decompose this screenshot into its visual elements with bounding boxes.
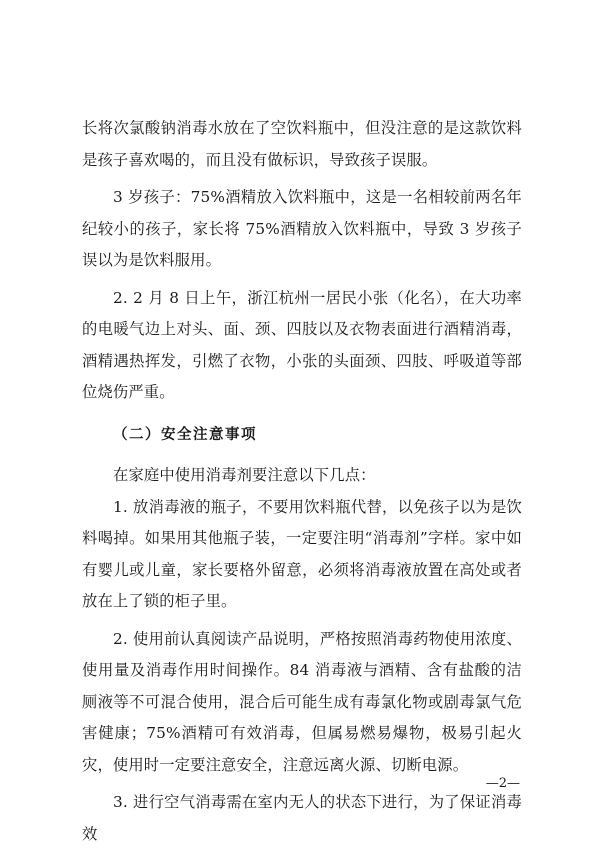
document-body: [82, 113, 522, 850]
list-item-point-3: 3. 进行空气消毒需在室内无人的状态下进行，为了保证消毒效: [82, 793, 522, 843]
page-number: —2—: [485, 776, 520, 791]
paragraph-continued: 长将次氯酸钠消毒水放在了空饮料瓶中，但没注意的是这款饮料是孩子喜欢喝的，而且没有做标识，导致孩子误服。: [82, 119, 522, 169]
paragraph-case-hangzhou: 2. 2 月 8 日上午，浙江杭州一居民小张（化名），在大功率的电暖气边上对头、面、颈、四肢以及衣物表面进行酒精消毒，酒精遇热挥发，引燃了衣物，小张的头面颈、四肢、呼吸道等部位烧伤严重。: [82, 288, 522, 401]
list-item-point-2: 2. 使用前认真阅读产品说明，严格按照消毒药物使用浓度、使用量及消毒作用时间操作。84 消毒液与酒精、含有盐酸的洁厕液等不可混合使用，混合后可能生成有毒氯化物或剧毒氯气危害健康；75%酒精可有效消毒，但属易燃易爆物，极易引起火灾，使用时一定要注意安全，注意远离火源、切断电源。: [82, 629, 522, 774]
paragraph-case-three-year-old: 3 岁孩子：75%酒精放入饮料瓶中，这是一名相较前两名年纪较小的孩子，家长将 75%酒精放入饮料瓶中，导致 3 岁孩子误以为是饮料服用。: [82, 188, 522, 269]
paragraph-intro: 在家庭中使用消毒剂要注意以下几点：: [113, 466, 376, 484]
list-item-point-1: 1. 放消毒液的瓶子，不要用饮料瓶代替，以免孩子以为是饮料喝掉。如果用其他瓶子装，一定要注明“消毒剂”字样。家中如有婴儿或儿童，家长要格外留意，必须将消毒液放置在高处或者放在上了锁的柜子里。: [82, 497, 522, 610]
section-heading-safety: （二）安全注意事项: [113, 425, 257, 443]
